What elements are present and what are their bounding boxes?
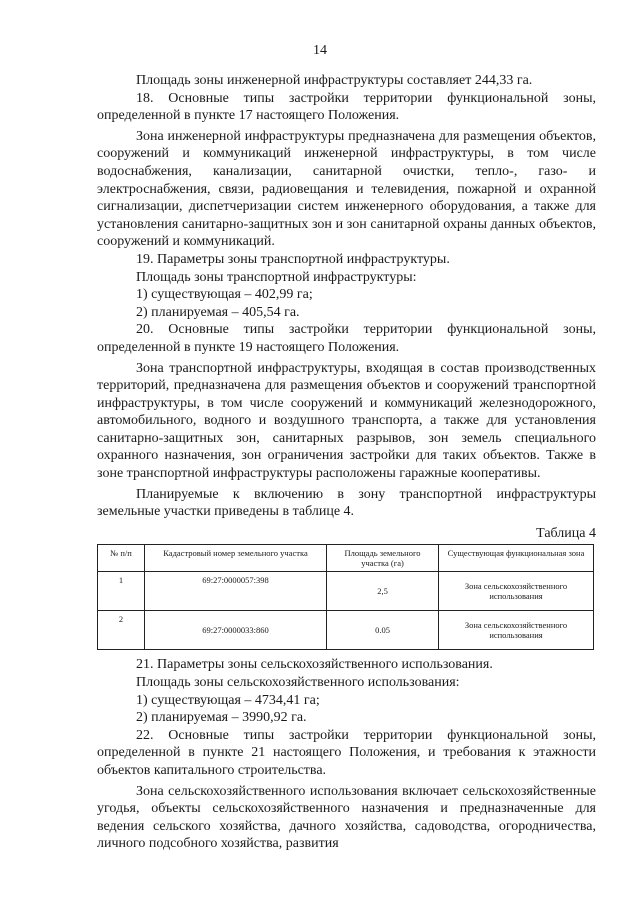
paragraph: 1) существующая – 402,99 га; (136, 287, 313, 303)
cell-area: 0.05 (327, 611, 439, 650)
cell-zone: Зона сельскохозяйственного использования (439, 572, 594, 611)
header-zone: Существующая функциональная зона (439, 545, 594, 572)
paragraph: Площадь зоны сельскохозяйственного использования: (136, 675, 460, 691)
cell-cadastral: 69:27:0000033:860 (145, 611, 327, 650)
header-area: Площадь земельного участка (га) (327, 545, 439, 572)
cell-zone: Зона сельскохозяйственного использования (439, 611, 594, 650)
paragraph: 22. Основные типы застройки территории функциональной зоны, определенной в пункте 21 настоящего Положения, и требования к этажности объектов капитального строительства. (97, 727, 596, 778)
cell-area: 2,5 (327, 572, 439, 611)
paragraph: Планируемые к включению в зону транспортной инфраструктуры земельные участки приведены в таблице 4. (97, 486, 596, 520)
table-caption: Таблица 4 (536, 525, 596, 541)
paragraph: 21. Параметры зоны сельскохозяйственного использования. (136, 657, 493, 673)
header-number: № п/п (98, 545, 145, 572)
cell-cadastral: 69:27:0000057:398 (145, 572, 327, 611)
land-plots-table (97, 544, 594, 650)
paragraph: 2) планируемая – 3990,92 га. (136, 710, 307, 726)
table-header-row (98, 545, 594, 572)
paragraph: Зона инженерной инфраструктуры предназначена для размещения объектов, сооружений и коммуникаций инженерной инфраструктуры, в том числе водоснабжения, канализации, санитарной очистки, тепло-, газо- и электроснабжения, связи, радиовещания и телевидения, пожарной и охранной сигнализации, диспетчеризации систем инженерного оборудования, а также для установления санитарно-защитных зон и зон санитарной охраны данных объектов, сооружений и коммуникаций. (97, 128, 596, 250)
paragraph: Зона транспортной инфраструктуры, входящая в состав производственных территорий, предназначена для размещения объектов и сооружений транспортной инфраструктуры, в том числе сооружений и коммуникаций железнодорожного, автомобильного, водного и воздушного транспорта, а также для установления санитарно-защитных зон, санитарных разрывов, зон земель специального охранного назначения, зон ограничения застройки для таких объектов. Также в зоне транспортной инфраструктуры расположены гаражные кооперативы. (97, 360, 596, 482)
paragraph: 18. Основные типы застройки территории функциональной зоны, определенной в пункте 17 настоящего Положения. (97, 90, 596, 124)
paragraph: 1) существующая – 4734,41 га; (136, 692, 320, 708)
cell-number: 1 (98, 572, 145, 611)
paragraph: Площадь зоны транспортной инфраструктуры: (136, 269, 417, 285)
paragraph: Зона сельскохозяйственного использования включает сельскохозяйственные угодья, объекты сельскохозяйственного назначения и предназначенные для ведения сельского хозяйства, дачного хозяйства, садоводства, огородничества, личного подсобного хозяйства, развития (97, 783, 596, 852)
paragraph: Площадь зоны инженерной инфраструктуры составляет 244,33 га. (136, 73, 533, 88)
page-number: 14 (313, 43, 327, 58)
paragraph: 2) планируемая – 405,54 га. (136, 304, 300, 320)
header-cadastral: Кадастровый номер земельного участка (145, 545, 327, 572)
document-body (97, 72, 596, 853)
table-row (98, 572, 594, 611)
cell-number: 2 (98, 611, 145, 650)
paragraph: 19. Параметры зоны транспортной инфраструктуры. (136, 251, 450, 267)
paragraph: 20. Основные типы застройки территории функциональной зоны, определенной в пункте 19 настоящего Положения. (97, 322, 596, 355)
table-row (98, 611, 594, 650)
